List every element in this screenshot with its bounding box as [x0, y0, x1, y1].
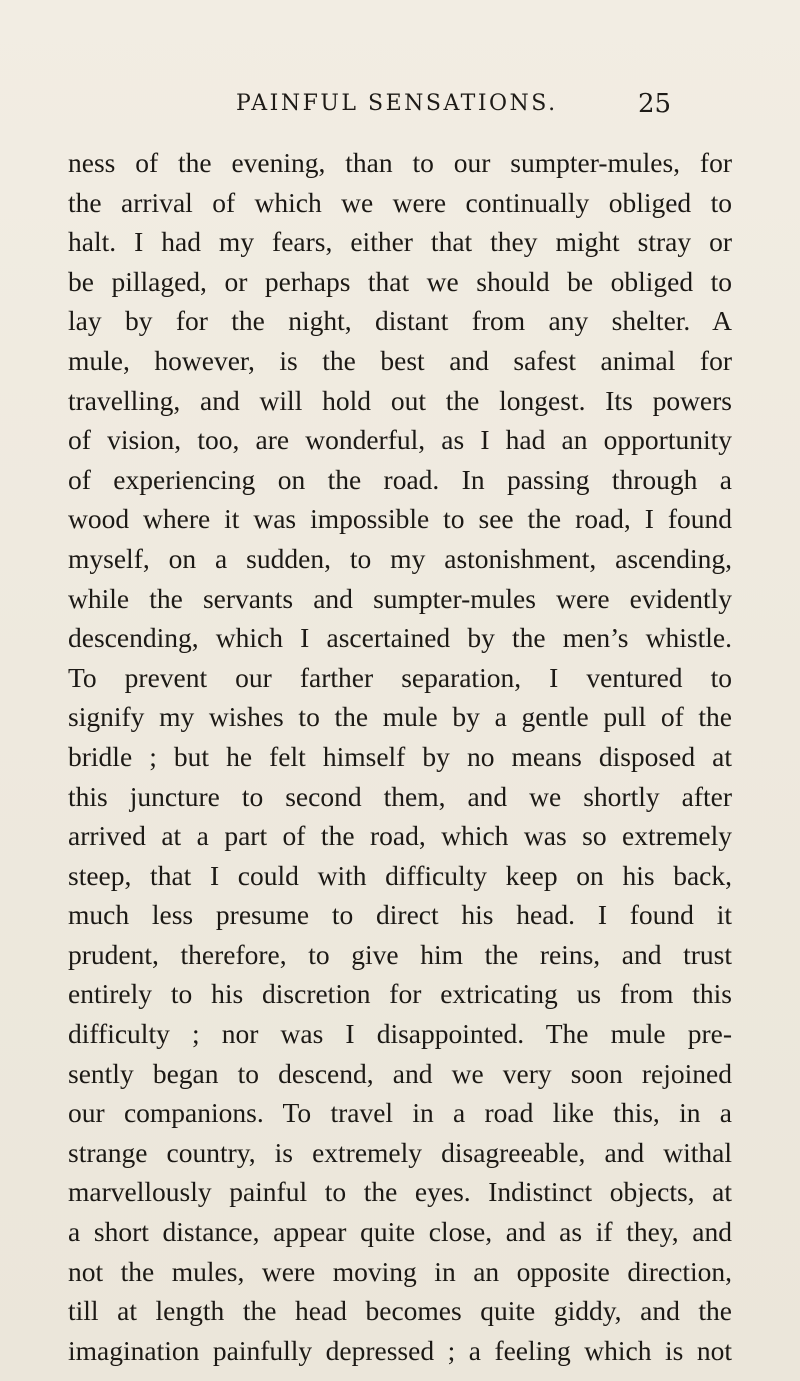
text-line: wood where it was impossible to see the road, I found — [68, 503, 732, 535]
text-line: marvellously painful to the eyes. Indistinct objects, at — [68, 1176, 732, 1208]
text-line: entirely to his discretion for extricating us from this — [68, 978, 732, 1010]
text-line: travelling, and will hold out the longest. Its powers — [68, 384, 732, 416]
text-line: prudent, therefore, to give him the reins, and trust — [68, 938, 732, 970]
running-title: PAINFUL SENSATIONS. — [236, 91, 558, 116]
text-line: sently began to descend, and we very soon rejoined — [68, 1057, 732, 1089]
text-line: of experiencing on the road. In passing through a — [68, 463, 732, 495]
text-line: be pillaged, or perhaps that we should be obliged to — [68, 265, 732, 297]
text-line: a short distance, appear quite close, and as if they, and — [68, 1216, 732, 1248]
text-line: halt. I had my fears, either that they might stray or — [68, 226, 732, 258]
text-line: descending, which I ascertained by the men’s whistle. — [68, 622, 732, 654]
text-line: much less presume to direct his head. I found it — [68, 899, 732, 931]
text-line: bridle ; but he felt himself by no means disposed at — [68, 740, 732, 772]
body-text — [68, 143, 732, 1370]
text-line: of vision, too, are wonderful, as I had an opportunity — [68, 424, 732, 456]
text-line: steep, that I could with difficulty keep on his back, — [68, 859, 732, 891]
text-line: lay by for the night, distant from any shelter. A — [68, 305, 732, 337]
text-line: while the servants and sumpter-mules were evidently — [68, 582, 732, 614]
text-line: ness of the evening, than to our sumpter-mules, for — [68, 147, 732, 178]
page-header — [0, 88, 800, 120]
text-line: the arrival of which we were continually obliged to — [68, 186, 732, 218]
text-line: arrived at a part of the road, which was so extremely — [68, 820, 732, 852]
text-line: not the mules, were moving in an opposite direction, — [68, 1255, 732, 1287]
text-line: myself, on a sudden, to my astonishment, ascending, — [68, 542, 732, 574]
text-line: mule, however, is the best and safest animal for — [68, 344, 732, 376]
text-line: our companions. To travel in a road like this, in a — [68, 1097, 732, 1129]
text-line: signify my wishes to the mule by a gentle pull of the — [68, 701, 732, 733]
page-number: 25 — [638, 89, 672, 119]
text-line: To prevent our farther separation, I ventured to — [68, 661, 732, 693]
text-line: imagination painfully depressed ; a feeling which is not — [68, 1334, 732, 1366]
text-line: strange country, is extremely disagreeable, and withal — [68, 1136, 732, 1168]
text-line: this juncture to second them, and we shortly after — [68, 780, 732, 812]
text-line: difficulty ; nor was I disappointed. The mule pre- — [68, 1018, 732, 1050]
text-line: till at length the head becomes quite giddy, and the — [68, 1295, 732, 1327]
